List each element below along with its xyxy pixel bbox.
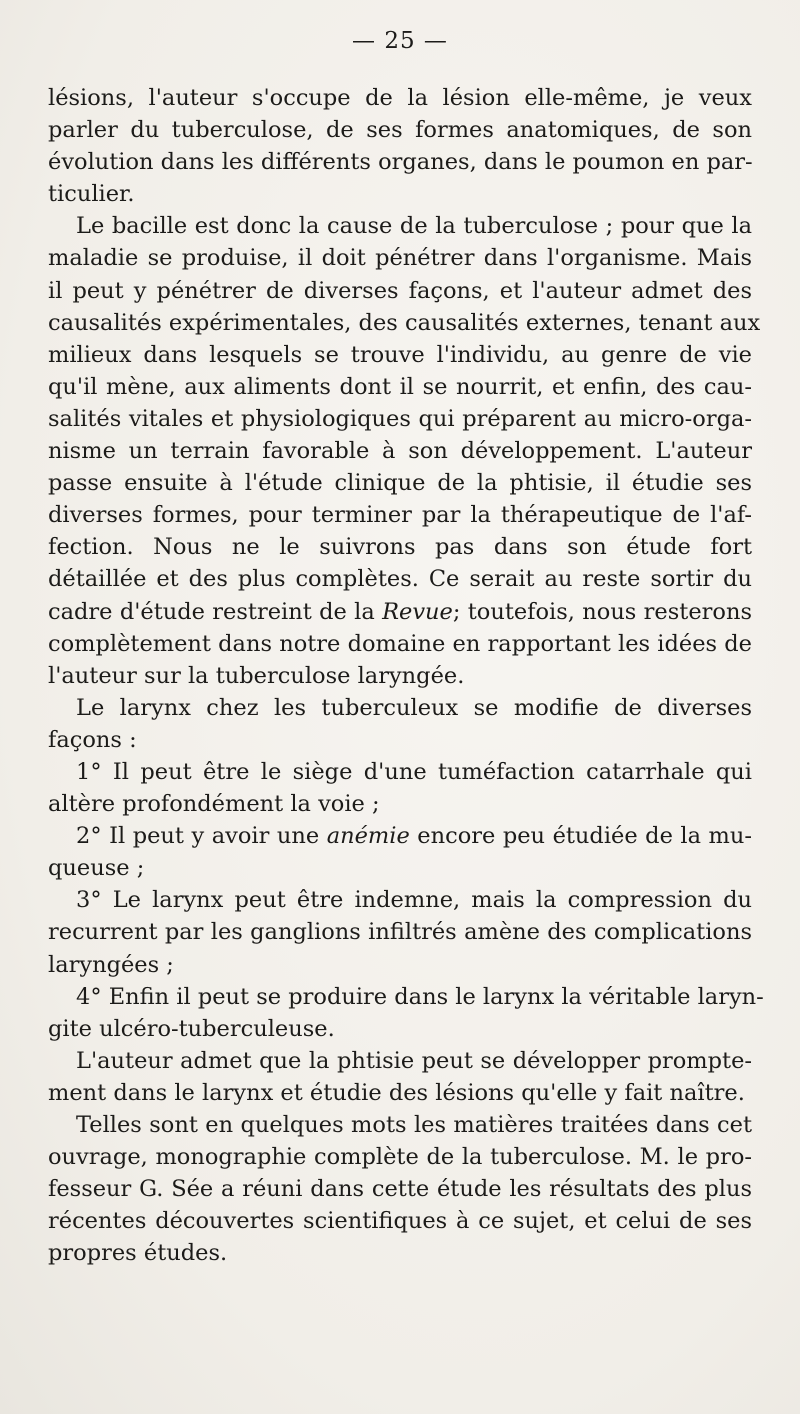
text-line: détaillée et des plus complètes. Ce serait au reste sortir du xyxy=(48,566,752,593)
text-line: causalités expérimentales, des causalités externes, tenant aux xyxy=(48,309,761,336)
paragraph xyxy=(48,820,752,884)
text-line: Telles sont en quelques mots les matières traitées dans cet xyxy=(76,1112,752,1138)
text-line: ticulier. xyxy=(48,181,135,208)
paragraph xyxy=(48,756,752,820)
text-line: recurrent par les ganglions infiltrés amène des complications xyxy=(48,919,752,946)
text-line: milieux dans lesquels se trouve l'individu, au genre de vie xyxy=(48,341,752,368)
paragraph xyxy=(48,1045,752,1109)
page-number: — 25 — xyxy=(352,28,448,54)
text-line: salités vitales et physiologiques qui préparent au micro-orga- xyxy=(48,405,752,432)
text-line: altère profondément la voie ; xyxy=(48,791,380,818)
text-line: qu'il mène, aux aliments dont il se nourrit, et enfin, des cau- xyxy=(48,373,752,400)
text-line: queuse ; xyxy=(48,855,145,882)
paragraph xyxy=(48,1109,752,1269)
text-line: ouvrage, monographie complète de la tuberculose. M. le pro- xyxy=(48,1144,752,1171)
text-line: complètement dans notre domaine en rapportant les idées de xyxy=(48,630,752,657)
text-line: nisme un terrain favorable à son développement. L'auteur xyxy=(48,438,752,465)
text-line: gite ulcéro-tuberculeuse. xyxy=(48,1015,335,1042)
text-line: fesseur G. Sée a réuni dans cette étude les résultats des plus xyxy=(48,1176,752,1203)
text-line: parler du tuberculose, de ses formes anatomiques, de son xyxy=(48,117,752,144)
text-line: ment dans le larynx et étudie des lésions qu'elle y fait naître. xyxy=(48,1079,745,1106)
text-line: lésions, l'auteur s'occupe de la lésion elle-même, je veux xyxy=(48,85,752,111)
text-line: façons : xyxy=(48,726,137,753)
text-line: maladie se produise, il doit pénétrer dans l'organisme. Mais xyxy=(48,245,752,272)
paragraph xyxy=(48,692,752,756)
text-line: récentes découvertes scientifiques à ce sujet, et celui de ses xyxy=(48,1208,752,1235)
text-line: cadre d'étude restreint de la Revue; toutefois, nous resterons xyxy=(48,598,752,625)
text-line: laryngées ; xyxy=(48,951,174,978)
text-line: Le larynx chez les tuberculeux se modifie de diverses xyxy=(76,694,752,721)
text-line: propres études. xyxy=(48,1240,228,1267)
paragraph xyxy=(48,210,761,691)
paragraph xyxy=(48,82,752,210)
text-line: 4° Enfin il peut se produire dans le larynx la véritable laryn- xyxy=(76,983,764,1010)
text-line: L'auteur admet que la phtisie peut se développer prompte- xyxy=(76,1047,752,1074)
text-line: Le bacille est donc la cause de la tuberculose ; pour que la xyxy=(76,213,752,240)
text-line: diverses formes, pour terminer par la thérapeutique de l'af- xyxy=(48,502,752,529)
text-line: 2° Il peut y avoir une anémie encore peu étudiée de la mu- xyxy=(76,823,752,850)
text-line: 1° Il peut être le siège d'une tuméfaction catarrhale qui xyxy=(76,758,752,785)
text-line: il peut y pénétrer de diverses façons, et l'auteur admet des xyxy=(48,277,752,304)
paragraph xyxy=(48,884,752,980)
text-line: passe ensuite à l'étude clinique de la phtisie, il étudie ses xyxy=(48,470,752,497)
text-line: fection. Nous ne le suivrons pas dans son étude fort xyxy=(48,534,752,561)
paragraph xyxy=(48,981,764,1045)
text-line: l'auteur sur la tuberculose laryngée. xyxy=(48,662,465,689)
text-line: évolution dans les différents organes, dans le poumon en par- xyxy=(48,149,753,176)
body-text xyxy=(48,82,764,1269)
text-line: 3° Le larynx peut être indemne, mais la compression du xyxy=(76,887,752,914)
